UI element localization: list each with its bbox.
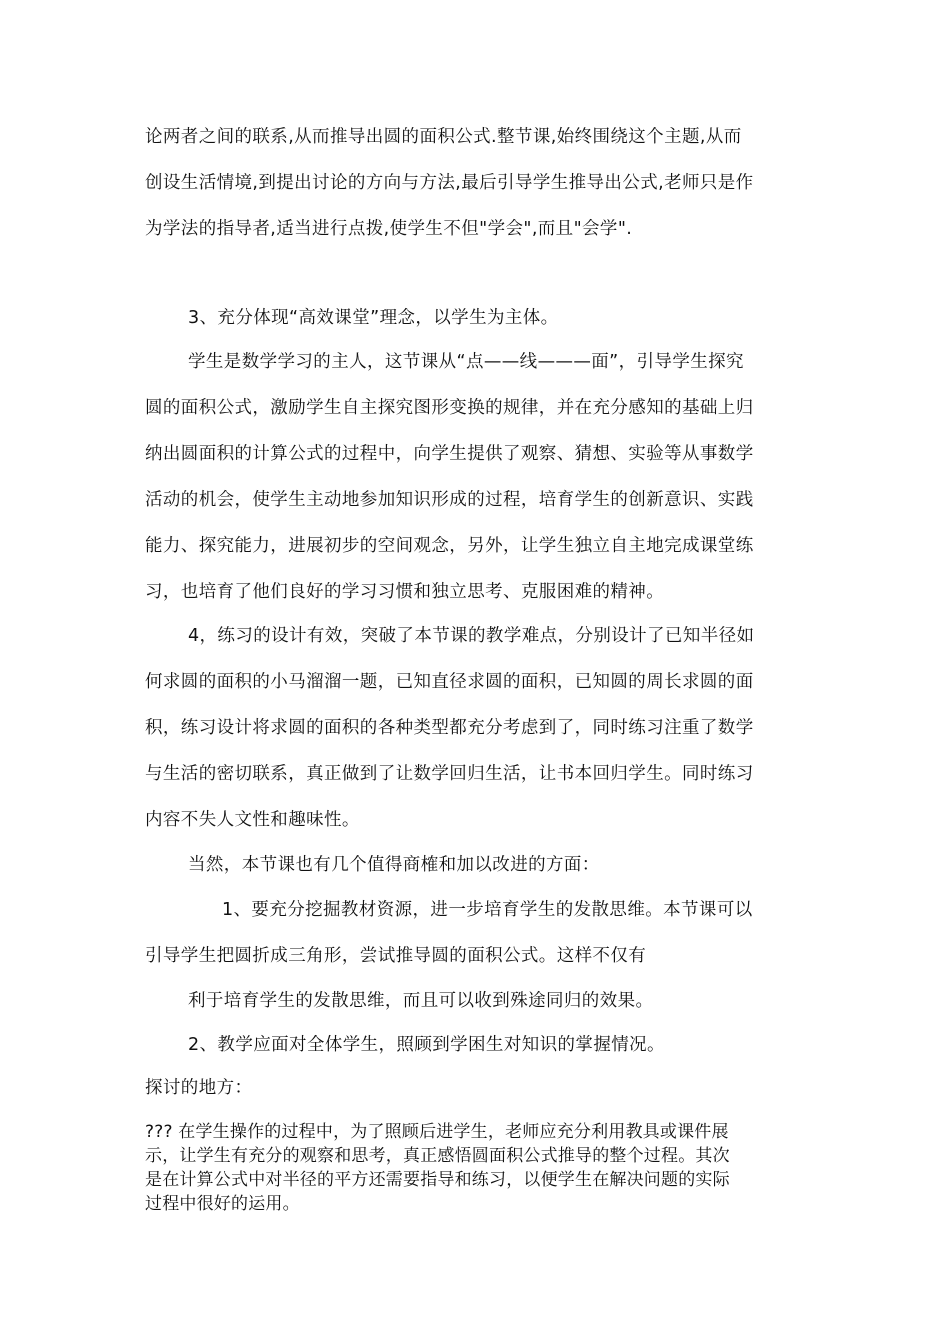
paragraph-line: 示，让学生有充分的观察和思考，真正感悟圆面积公式推导的整个过程。其次 [145,1146,730,1166]
paragraph-line: 4，练习的设计有效，突破了本节课的教学难点，分别设计了已知半径如 [188,626,755,646]
paragraph-line: 与生活的密切联系，真正做到了让数学回归生活，让书本回归学生。同时练习 [145,764,754,784]
paragraph-line: ??? 在学生操作的过程中，为了照顾后进学生，老师应充分利用教具或课件展 [145,1122,729,1142]
paragraph-line: 过程中很好的运用。 [145,1194,300,1214]
paragraph-line: 内容不失人文性和趣味性。 [145,810,360,830]
paragraph-line: 引导学生把圆折成三角形，尝试推导圆的面积公式。这样不仅有 [145,946,647,966]
paragraph-line: 论两者之间的联系,从而推导出圆的面积公式.整节课,始终围绕这个主题,从而 [145,127,742,147]
paragraph-line: 为学法的指导者,适当进行点拨,使学生不但"学会",而且"会学". [145,219,633,239]
paragraph-line: 创设生活情境,到提出讨论的方向与方法,最后引导学生推导出公式,老师只是作 [145,173,754,193]
paragraph-line: 当然，本节课也有几个值得商榷和加以改进的方面： [188,855,600,875]
paragraph-line: 习，也培育了他们良好的学习习惯和独立思考、克服困难的精神。 [145,582,665,602]
paragraph-line: 是在计算公式中对半径的平方还需要指导和练习，以便学生在解决问题的实际 [145,1170,730,1190]
paragraph-line: 活动的机会，使学生主动地参加知识形成的过程，培育学生的创新意识、实践 [145,490,754,510]
paragraph-line: 何求圆的面积的小马溜溜一题，已知直径求圆的面积，已知圆的周长求圆的面 [145,672,754,692]
paragraph-line: 能力、探究能力，进展初步的空间观念，另外，让学生独立自主地完成课堂练 [145,536,754,556]
paragraph-line: 纳出圆面积的计算公式的过程中，向学生提供了观察、猜想、实验等从事数学 [145,444,754,464]
paragraph-line: 圆的面积公式，激励学生自主探究图形变换的规律，并在充分感知的基础上归 [145,398,754,418]
paragraph-line: 积，练习设计将求圆的面积的各种类型都充分考虑到了，同时练习注重了数学 [145,718,754,738]
section-heading: 3、充分体现“高效课堂”理念，以学生为主体。 [188,308,559,328]
paragraph-line: 1、要充分挖掘教材资源，进一步培育学生的发散思维。本节课可以 [222,900,753,920]
section-heading: 探讨的地方： [145,1078,253,1098]
paragraph-line: 学生是数学学习的主人，这节课从“点——线———面”，引导学生探究 [188,352,744,372]
paragraph-line: 2、教学应面对全体学生，照顾到学困生对知识的掌握情况。 [188,1035,665,1055]
paragraph-line: 利于培育学生的发散思维，而且可以收到殊途同归的效果。 [188,991,654,1011]
